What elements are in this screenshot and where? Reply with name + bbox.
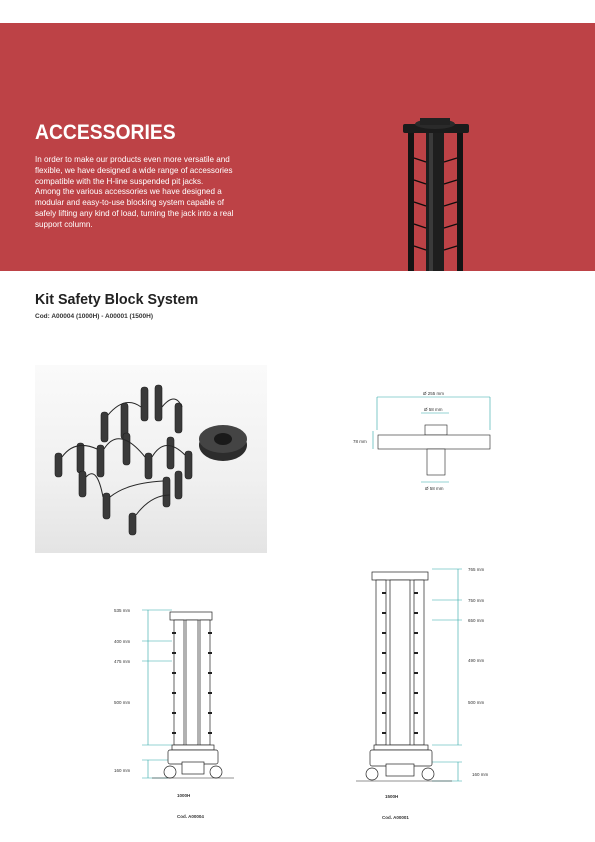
dim-1000h-475: 475 mm xyxy=(114,659,131,664)
code-label-1500h: Cod. A00001 xyxy=(382,815,409,820)
banner-description xyxy=(35,155,240,231)
dim-inner-diameter-top: Ø 58 mm xyxy=(424,407,443,412)
model-label-1500h: 1500H xyxy=(385,794,399,799)
dim-1500h-490: 490 mm xyxy=(468,658,485,663)
dim-1500h-750: 750 mm xyxy=(468,598,485,603)
accessories-banner xyxy=(0,23,595,271)
dim-height: 78 mm xyxy=(353,439,367,444)
dim-1000h-160: 160 mm xyxy=(114,768,131,773)
dim-inner-diameter-bottom: Ø 58 mm xyxy=(425,486,444,491)
dim-1500h-500: 500 mm xyxy=(468,700,485,705)
dim-1500h-160: 160 mm xyxy=(472,772,489,777)
kit-code: Cod: A00004 (1000H) - A00001 (1500H) xyxy=(35,313,154,320)
column-drawing-1000h xyxy=(110,600,250,830)
dim-1000h-535: 535 mm xyxy=(114,608,131,613)
kit-parts-illustration xyxy=(35,365,267,553)
support-column-render xyxy=(395,118,475,271)
dim-1500h-650: 650 mm xyxy=(468,618,485,623)
dim-outer-diameter: Ø 255 mm xyxy=(423,391,445,396)
banner-paragraph-1: In order to make our products even more versatile and flexible, we have designed a wide range of accessories compatible with the H-line suspended pit jacks. xyxy=(35,155,233,186)
banner-title: ACCESSORIES xyxy=(35,121,176,144)
dim-1000h-500: 500 mm xyxy=(114,700,131,705)
top-plate-drawing xyxy=(345,385,505,500)
dim-1500h-765: 765 mm xyxy=(468,567,485,572)
column-drawing-1500h xyxy=(340,562,500,830)
kit-product-photo xyxy=(35,365,267,553)
dim-1000h-400: 400 mm xyxy=(114,639,131,644)
code-label-1000h: Cod. A00004 xyxy=(177,814,204,819)
kit-title: Kit Safety Block System xyxy=(35,291,199,308)
banner-paragraph-2: Among the various accessories we have designed a modular and easy-to-use blocking system capable of safely lifting any kind of load, turning the jack into a real support column. xyxy=(35,187,234,229)
model-label-1000h: 1000H xyxy=(177,793,191,798)
